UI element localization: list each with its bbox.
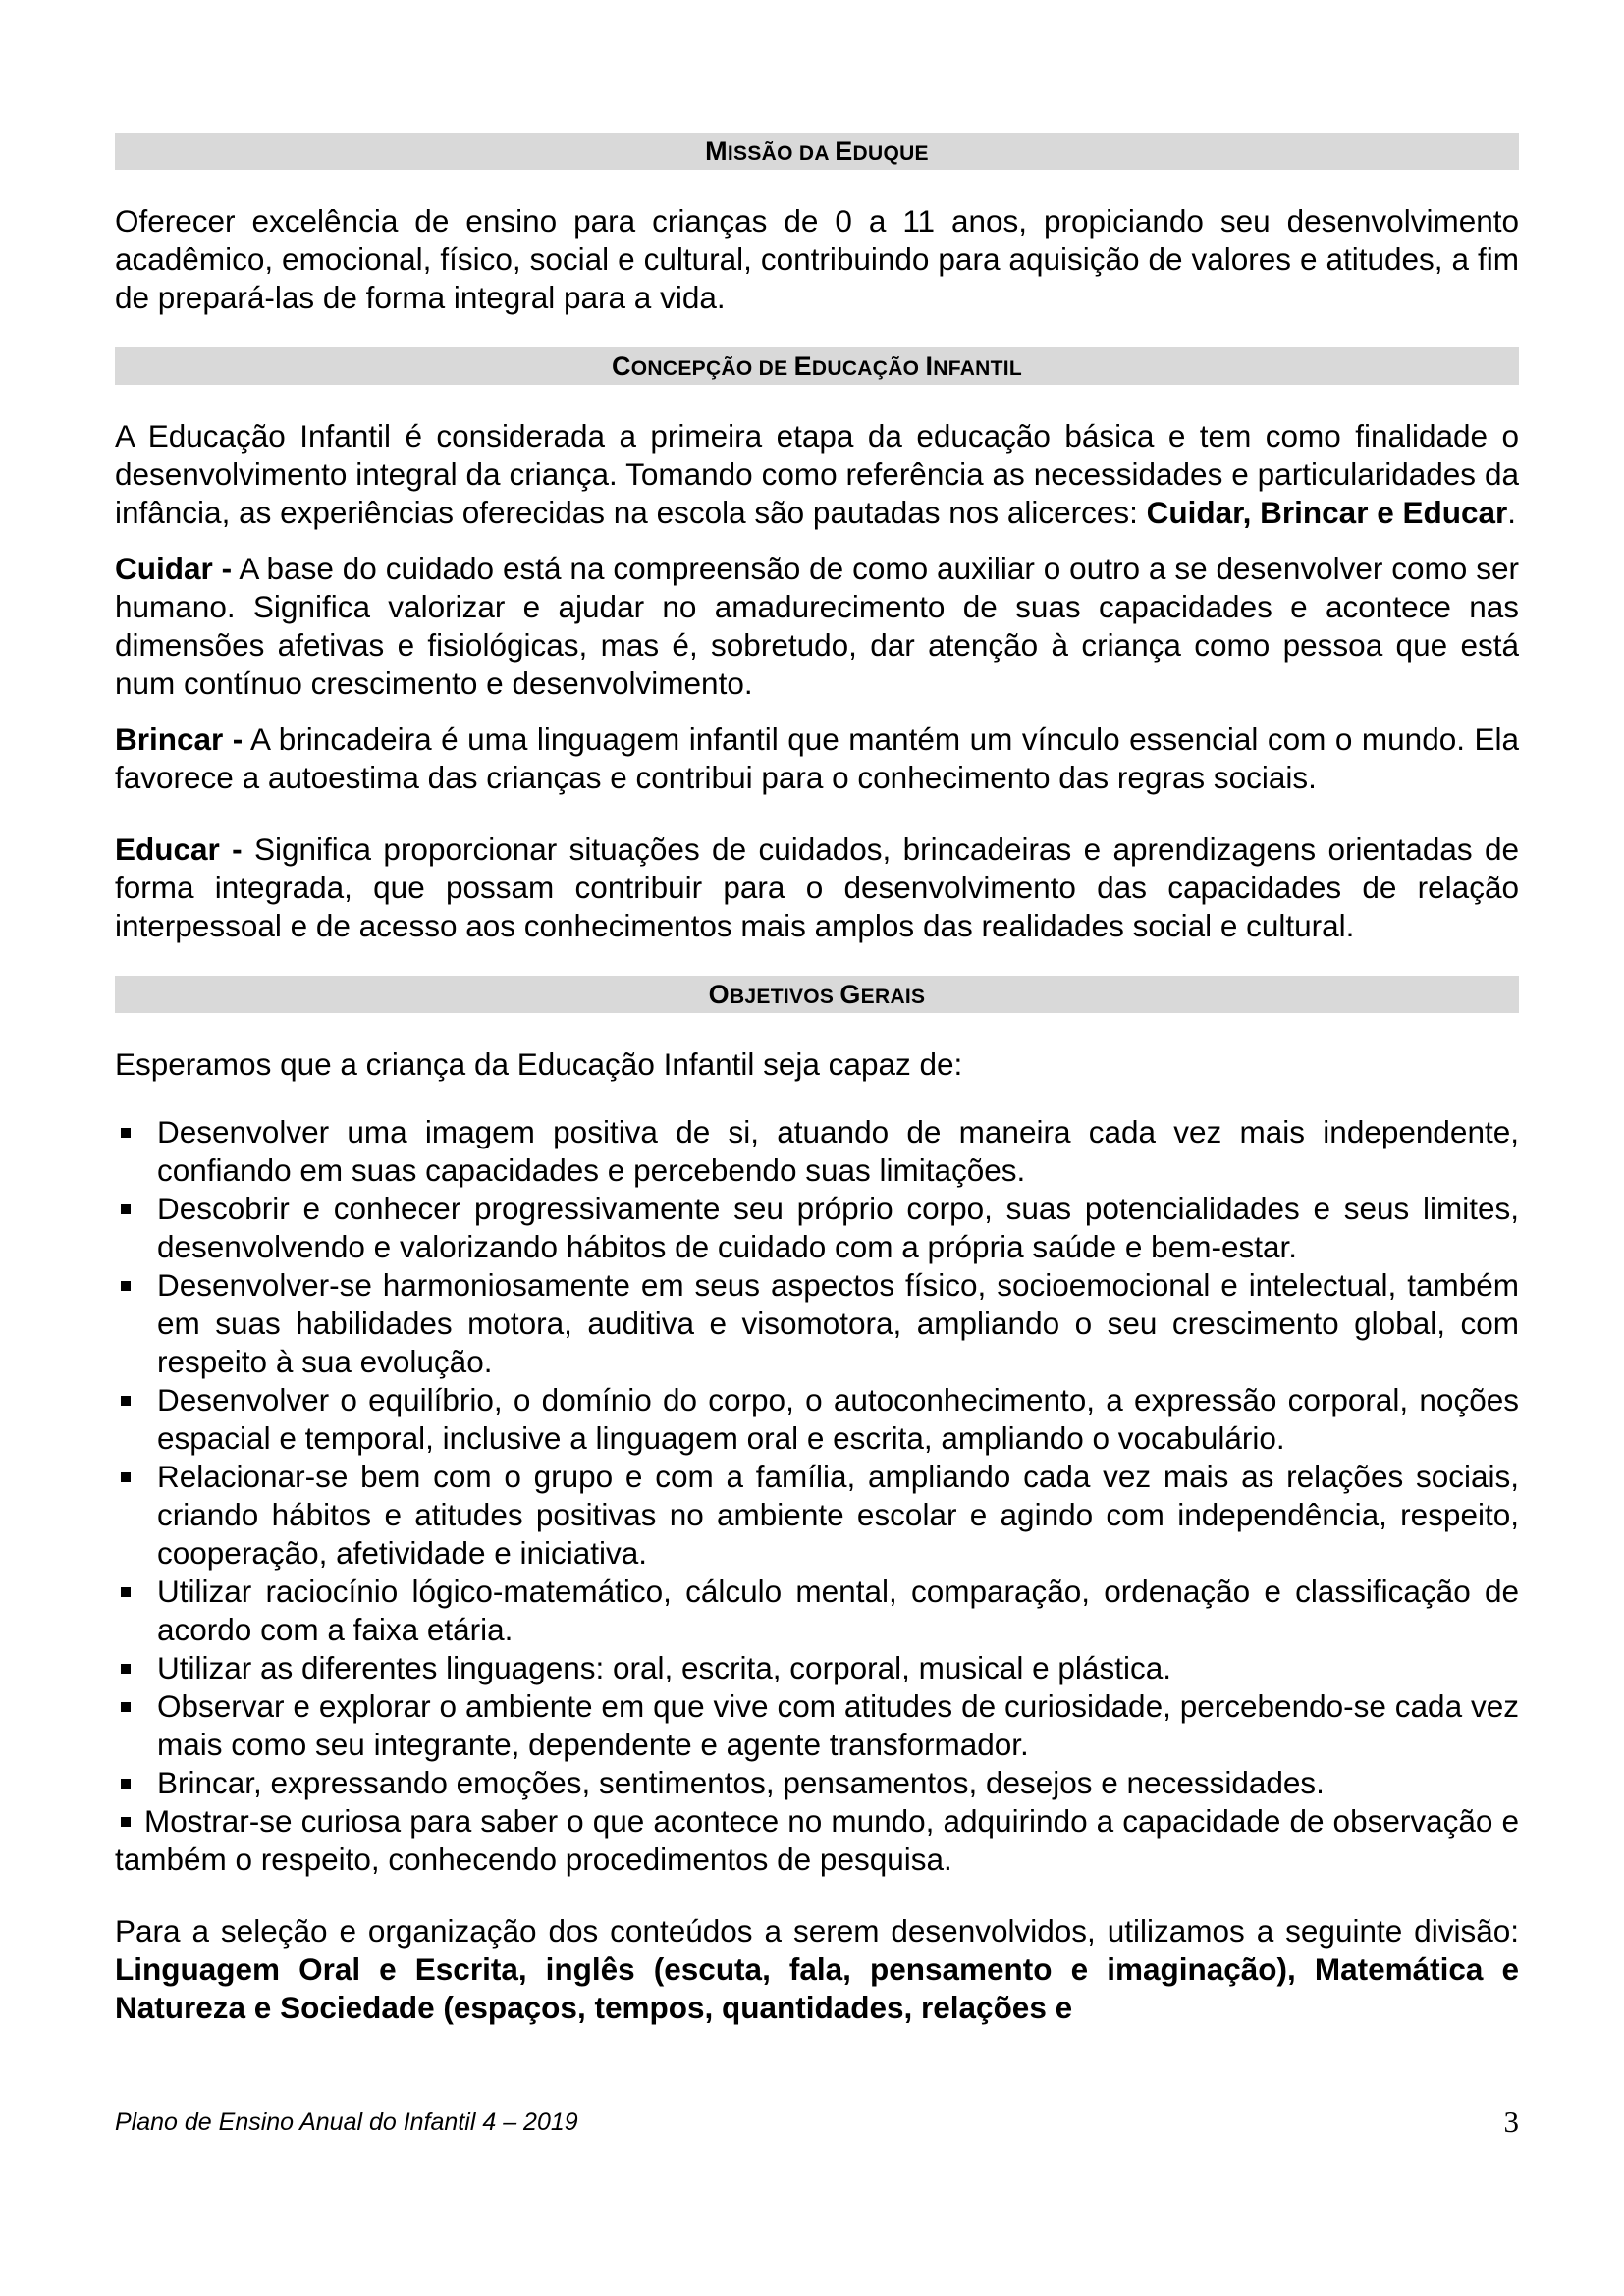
square-bullet-icon — [121, 1664, 131, 1674]
section-heading-missao — [115, 133, 1519, 170]
objetivo-item-text: Descobrir e conhecer progressivamente seu próprio corpo, suas potencialidades e seus limites, desenvolvendo e valorizando hábitos de cuidado com a própria saúde e bem-estar. — [157, 1191, 1519, 1264]
educar-text: Significa proporcionar situações de cuidados, brincadeiras e aprendizagens orientadas de forma integrada, que possam contribuir para o desenvolvimento das capacidades de relação interpessoal e de acesso aos conhecimentos mais amplos das realidades social e cultural. — [115, 831, 1519, 943]
concepcao-intro-bold: Cuidar, Brincar e Educar — [1146, 495, 1508, 530]
objetivo-item — [115, 1764, 1519, 1802]
square-bullet-icon — [121, 1281, 131, 1291]
brincar-text: A brincadeira é uma linguagem infantil que mantém um vínculo essencial com o mundo. Ela favorece a autoestima das crianças e contribui para o conhecimento das regras sociais. — [115, 721, 1519, 795]
heading-text-part: NFANTIL — [933, 357, 1023, 380]
paragraph-objetivos-intro: Esperamos que a criança da Educação Infantil seja capaz de: — [115, 1046, 963, 1082]
objetivo-item — [115, 1687, 1519, 1764]
divisao-text: Para a seleção e organização dos conteúdos a serem desenvolvidos, utilizamos a seguinte divisão: — [115, 1913, 1519, 1949]
heading-text-part: O — [708, 980, 730, 1009]
page-footer — [115, 2105, 1519, 2144]
objetivo-item-text: Desenvolver-se harmoniosamente em seus aspectos físico, socioemocional e intelectual, também em suas habilidades motora, auditiva e visomotora, ampliando o seu crescimento global, com respeito à sua evolução. — [157, 1267, 1519, 1379]
square-bullet-icon — [121, 1817, 131, 1827]
heading-text-part: ERAIS — [860, 986, 926, 1008]
objetivo-item-text: Desenvolver o equilíbrio, o domínio do corpo, o autoconhecimento, a expressão corporal, noções espacial e temporal, inclusive a linguagem oral e escrita, ampliando o vocabulário. — [157, 1382, 1519, 1456]
paragraph-cuidar — [115, 550, 1519, 703]
objetivo-item — [115, 1266, 1519, 1381]
square-bullet-icon — [121, 1204, 131, 1214]
square-bullet-icon — [121, 1128, 131, 1138]
heading-text-part: G — [839, 980, 861, 1009]
heading-text-part: E — [793, 351, 812, 381]
cuidar-text: A base do cuidado está na compreensão de como auxiliar o outro a se desenvolver como ser humano. Significa valorizar e ajudar no amadurecimento de suas capacidades e acontece nas dimensões afetivas e fisiológicas, mas é, sobretudo, dar atenção à criança como pessoa que está num contínuo crescimento e desenvolvimento. — [115, 551, 1519, 701]
heading-text-part: C — [611, 351, 631, 381]
paragraph-concepcao-intro — [115, 417, 1519, 532]
objetivo-item — [115, 1802, 1519, 1879]
document-page — [115, 133, 1519, 2027]
section-heading-objetivos — [115, 976, 1519, 1013]
term-cuidar: Cuidar - — [115, 551, 233, 586]
divisao-bold: Linguagem Oral e Escrita, inglês (escuta, fala, pensamento e imaginação), Matemática e Natureza e Sociedade (espaços, tempos, quantidades, relações e — [115, 1951, 1519, 2025]
square-bullet-icon — [121, 1472, 131, 1482]
objetivo-item — [115, 1649, 1519, 1687]
objetivo-item-text: Utilizar raciocínio lógico-matemático, cálculo mental, comparação, ordenação e classificação de acordo com a faixa etária. — [157, 1574, 1519, 1647]
objetivo-item-text: Desenvolver uma imagem positiva de si, atuando de maneira cada vez mais independente, confiando em suas capacidades e percebendo suas limitações. — [157, 1114, 1519, 1188]
square-bullet-icon — [121, 1396, 131, 1406]
heading-text-part: I — [925, 351, 934, 381]
term-educar: Educar - — [115, 831, 243, 867]
concepcao-intro-end: . — [1507, 495, 1517, 530]
objetivo-item — [115, 1458, 1519, 1573]
objetivo-item — [115, 1381, 1519, 1458]
heading-text-part: M — [705, 136, 728, 166]
objetivo-item-text: Utilizar as diferentes linguagens: oral, escrita, corporal, musical e plástica. — [157, 1650, 1171, 1685]
page-number: 3 — [1503, 2105, 1519, 2139]
heading-text-part: ISSÃO DA — [727, 142, 836, 165]
heading-text-part: E — [835, 136, 853, 166]
term-brincar: Brincar - — [115, 721, 244, 757]
objetivo-item-text: Mostrar-se curiosa para saber o que acontece no mundo, adquirindo a capacidade de observação e também o respeito, conhecendo procedimentos de pesquisa. — [115, 1803, 1519, 1877]
objetivo-item-text: Observar e explorar o ambiente em que vive com atitudes de curiosidade, percebendo-se cada vez mais como seu integrante, dependente e agente transformador. — [157, 1688, 1519, 1762]
square-bullet-icon — [121, 1587, 131, 1597]
paragraph-educar — [115, 830, 1519, 945]
paragraph-missao: Oferecer excelência de ensino para crianças de 0 a 11 anos, propiciando seu desenvolvimento acadêmico, emocional, físico, social e cultural, contribuindo para aquisição de valores e atitudes, a fim de prepará-las de forma integral para a vida. — [115, 203, 1519, 315]
square-bullet-icon — [121, 1702, 131, 1712]
concepcao-intro-text: A Educação Infantil é considerada a primeira etapa da educação básica e tem como finalidade o desenvolvimento integral da criança. Tomando como referência as necessidades e particularidades da infância, as experiências oferecidas na escola são pautadas nos alicerces: — [115, 418, 1519, 530]
objetivos-list — [115, 1113, 1519, 1879]
paragraph-divisao — [115, 1912, 1519, 2027]
square-bullet-icon — [121, 1779, 131, 1789]
objetivo-item-text: Relacionar-se bem com o grupo e com a família, ampliando cada vez mais as relações sociais, criando hábitos e atitudes positivas no ambiente escolar e agindo com independência, respeito, cooperação, afetividade e iniciativa. — [157, 1459, 1519, 1571]
heading-text-part: BJETIVOS — [729, 986, 840, 1008]
objetivo-item-text: Brincar, expressando emoções, sentimentos, pensamentos, desejos e necessidades. — [157, 1765, 1325, 1800]
heading-text-part: DUCAÇÃO — [811, 357, 926, 380]
objetivo-item — [115, 1113, 1519, 1190]
paragraph-brincar — [115, 721, 1519, 797]
heading-text-part: ONCEPÇÃO DE — [630, 357, 794, 380]
heading-text-part: DUQUE — [852, 142, 929, 165]
footer-title: Plano de Ensino Anual do Infantil 4 – 2019 — [115, 2109, 578, 2136]
section-heading-concepcao — [115, 347, 1519, 385]
objetivo-item — [115, 1190, 1519, 1266]
objetivo-item — [115, 1573, 1519, 1649]
